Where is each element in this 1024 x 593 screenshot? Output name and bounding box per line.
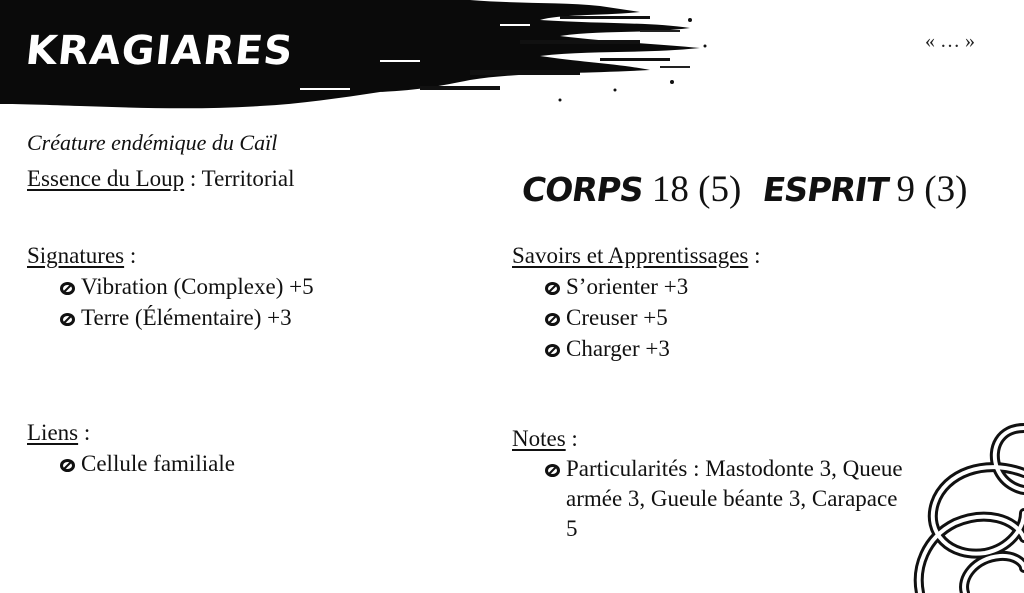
essence-label: Essence du Loup (27, 166, 185, 191)
signatures-heading (27, 241, 314, 271)
page-title: KRAGIARES (23, 28, 296, 74)
note-item: Particularités : Mastodonte 3, Queue armée 3, Gueule béante 3, Carapace 5 (566, 456, 903, 541)
list-item (545, 454, 906, 544)
list-item (545, 302, 761, 333)
corps-value: 18 (5) (642, 169, 742, 210)
esprit-label: ESPRIT (759, 170, 890, 209)
signatures-section (27, 241, 314, 333)
bullet-icon (545, 282, 560, 295)
bullet-icon (60, 313, 75, 326)
notes-list (512, 454, 906, 544)
lien-item: Cellule familiale (81, 451, 235, 476)
savoir-item: Creuser +5 (566, 305, 668, 330)
essence-line (27, 166, 295, 192)
list-item (545, 333, 761, 364)
notes-label: Notes (512, 426, 566, 451)
esprit-value: 9 (3) (887, 169, 968, 210)
savoirs-section (512, 241, 761, 364)
essence-separator: : (184, 166, 202, 191)
stats-line (519, 168, 968, 211)
list-item (60, 448, 235, 479)
list-item (545, 271, 761, 302)
signature-item: Vibration (Complexe) +5 (81, 274, 314, 299)
savoir-item: S’orienter +3 (566, 274, 689, 299)
signatures-suffix: : (124, 243, 137, 268)
bullet-icon (60, 459, 75, 472)
bullet-icon (545, 313, 560, 326)
liens-suffix: : (78, 420, 91, 445)
savoir-item: Charger +3 (566, 336, 670, 361)
essence-value: Territorial (201, 166, 295, 191)
quote-mark: « … » (925, 30, 975, 52)
list-item (60, 271, 314, 302)
bullet-icon (60, 282, 75, 295)
savoirs-list (512, 271, 761, 364)
celtic-knot-ornament (905, 418, 1024, 593)
corps-label: CORPS (519, 170, 646, 209)
bullet-icon (545, 464, 560, 477)
notes-heading (512, 424, 906, 454)
signature-item: Terre (Élémentaire) +3 (81, 305, 292, 330)
list-item (60, 302, 314, 333)
savoirs-heading (512, 241, 761, 271)
savoirs-suffix: : (748, 243, 761, 268)
notes-section (512, 424, 906, 544)
liens-label: Liens (27, 420, 79, 445)
liens-list (27, 448, 235, 479)
bullet-icon (545, 344, 560, 357)
signatures-list (27, 271, 314, 333)
liens-section (27, 418, 235, 479)
creature-subtitle: Créature endémique du Caïl (27, 130, 278, 155)
liens-heading (27, 418, 235, 448)
notes-suffix: : (565, 426, 578, 451)
signatures-label: Signatures (27, 243, 125, 268)
savoirs-label: Savoirs et Apprentissages (512, 243, 749, 268)
